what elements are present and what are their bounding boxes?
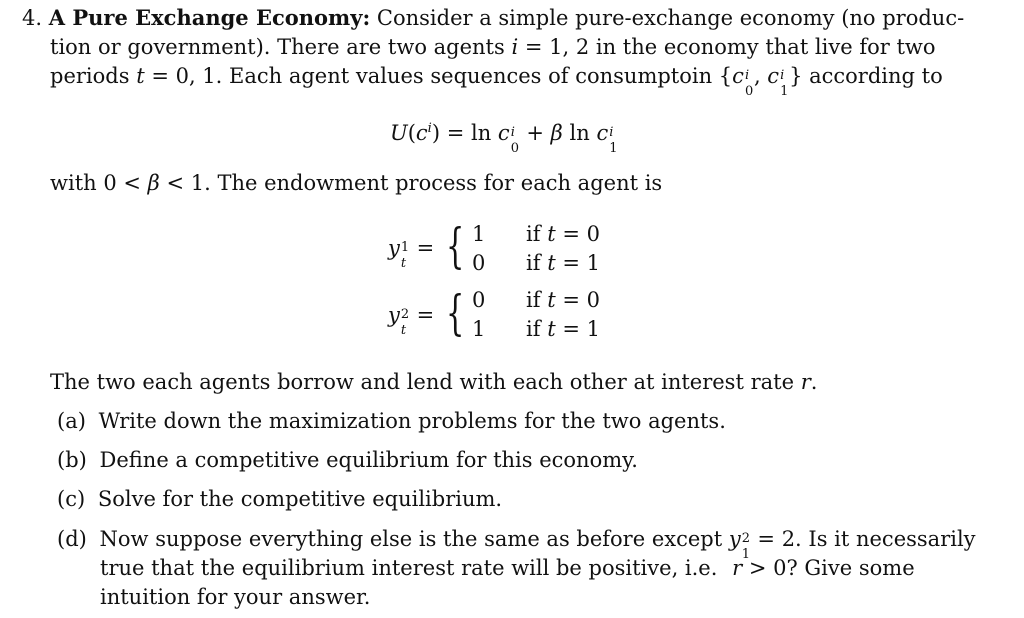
endowment-1-cond-top bbox=[526, 220, 600, 248]
endowment-1-cond-bottom bbox=[526, 249, 600, 277]
brace-1: { bbox=[446, 218, 465, 274]
cond-if: if bbox=[526, 251, 541, 275]
cond-t: t bbox=[547, 317, 556, 341]
part-d-text-1a: Now suppose everything else is the same as before except bbox=[99, 527, 723, 551]
y1-indices bbox=[400, 240, 410, 271]
sym-i-sup: i bbox=[609, 125, 614, 140]
cond-if: if bbox=[526, 222, 541, 246]
intro-text-3a: periods bbox=[50, 64, 130, 88]
cond-rest: = 1 bbox=[562, 317, 600, 341]
endowment-2-top-value: 0 bbox=[472, 288, 486, 312]
cond-if: if bbox=[526, 288, 541, 312]
cond-rest: = 1 bbox=[562, 251, 600, 275]
endowment-2-bottom-value: 1 bbox=[472, 317, 486, 341]
utility-beta: β bbox=[550, 121, 563, 145]
sym-1-sub: 1 bbox=[780, 84, 789, 99]
sym-2-sup: 2 bbox=[400, 307, 410, 322]
part-d-r: r bbox=[732, 556, 743, 580]
sym-c: c bbox=[497, 121, 510, 145]
brace-2: { bbox=[446, 285, 465, 341]
endowment-1-top-value: 1 bbox=[472, 222, 486, 246]
sym-2-sup: 2 bbox=[741, 531, 751, 546]
part-d-line-2 bbox=[100, 554, 915, 582]
c1-indices bbox=[608, 125, 618, 156]
endowment-1-bottom-value: 0 bbox=[472, 251, 486, 275]
with-text-c: < 1. The endowment process for each agent is bbox=[166, 171, 663, 195]
endowment-1-lhs bbox=[388, 234, 435, 271]
problem-line-1 bbox=[22, 4, 964, 32]
cond-if: if bbox=[526, 317, 541, 341]
sym-y: y bbox=[388, 236, 400, 260]
sym-1-sub: 1 bbox=[609, 141, 618, 156]
part-d-line-3 bbox=[100, 583, 370, 611]
sym-y: y bbox=[388, 303, 400, 327]
part-d-text-2c: > 0? Give some bbox=[748, 556, 915, 580]
part-d-label: (d) bbox=[57, 527, 87, 551]
utility-U: U bbox=[390, 121, 408, 145]
intro-text-2c: = 1, 2 in the economy that live for two bbox=[524, 35, 936, 59]
part-d-line-1 bbox=[57, 525, 976, 562]
part-d-text-2a: true that the equilibrium interest rate will be positive, i.e. bbox=[100, 556, 718, 580]
part-a-label: (a) bbox=[57, 409, 86, 433]
sym-c: c bbox=[596, 121, 609, 145]
agent-index-i: i bbox=[511, 35, 519, 59]
part-b bbox=[57, 446, 638, 474]
sym-c: c bbox=[732, 64, 744, 88]
sym-0-sub: 0 bbox=[510, 141, 519, 156]
utility-eq-ln: ) = ln bbox=[431, 121, 492, 145]
sym-y: y bbox=[728, 527, 741, 551]
endowment-2-cond-bottom bbox=[526, 315, 600, 343]
cond-rest: = 0 bbox=[562, 288, 600, 312]
utility-plus: + bbox=[526, 121, 544, 145]
sym-0-sub: 0 bbox=[744, 84, 754, 99]
problem-line-3 bbox=[50, 62, 943, 99]
endowment-2-lhs bbox=[388, 301, 435, 338]
part-d-text-1b: = 2. Is it necessarily bbox=[757, 527, 976, 551]
period-index-t: t bbox=[136, 64, 145, 88]
sym-i-sup: i bbox=[510, 125, 515, 140]
cond-rest: = 0 bbox=[562, 222, 600, 246]
sym-t-sub: t bbox=[400, 323, 407, 338]
problem-number: 4. bbox=[22, 6, 43, 30]
beta-constraint-line bbox=[50, 169, 662, 197]
c0-indices bbox=[744, 68, 754, 99]
intro-text-2a: tion or government). There are two agents bbox=[50, 35, 505, 59]
cond-t: t bbox=[547, 288, 556, 312]
sym-1-sub: 1 bbox=[741, 547, 751, 562]
c1-indices bbox=[779, 68, 789, 99]
y2-indices bbox=[400, 307, 410, 338]
part-a-text: Write down the maximization problems for the two agents. bbox=[98, 409, 726, 433]
part-c bbox=[57, 485, 502, 513]
c0-indices bbox=[510, 125, 520, 156]
interest-rate-line bbox=[50, 368, 817, 396]
sym-i-sup: i bbox=[744, 68, 750, 83]
part-c-text: Solve for the competitive equilibrium. bbox=[97, 487, 503, 511]
part-a bbox=[57, 407, 726, 435]
interest-rate-r: r bbox=[800, 370, 811, 394]
intro-text-3c: = 0, 1. Each agent values sequences of consumptoin { bbox=[151, 64, 733, 88]
beta-symbol: β bbox=[147, 171, 160, 195]
part-c-label: (c) bbox=[57, 487, 86, 511]
intro-text-1: Consider a simple pure-exchange economy (no produc- bbox=[376, 6, 965, 30]
intro-text-3d: } according to bbox=[789, 64, 943, 88]
sym-i-sup: i bbox=[427, 121, 432, 136]
y21-indices bbox=[741, 531, 751, 562]
with-text-a: with 0 < bbox=[50, 171, 141, 195]
utility-paren: ( bbox=[407, 121, 416, 145]
utility-equation bbox=[390, 115, 618, 156]
part-b-text: Define a competitive equilibrium for this economy. bbox=[99, 448, 638, 472]
sym-1-sup: 1 bbox=[400, 240, 410, 255]
cond-t: t bbox=[547, 251, 556, 275]
sym-i-sup: i bbox=[780, 68, 785, 83]
sym-comma: , bbox=[753, 64, 768, 88]
period-dot: . bbox=[810, 370, 818, 394]
utility-ln: ln bbox=[569, 121, 590, 145]
sym-c: c bbox=[767, 64, 780, 88]
sym-t-sub: t bbox=[400, 256, 407, 271]
cond-t: t bbox=[547, 222, 556, 246]
endowment-equals: = bbox=[416, 236, 435, 260]
problem-title: A Pure Exchange Economy: bbox=[48, 5, 371, 30]
interest-text: The two each agents borrow and lend with each other at interest rate bbox=[50, 370, 795, 394]
part-d-text-3: intuition for your answer. bbox=[100, 585, 371, 609]
endowment-2-cond-top bbox=[526, 286, 600, 314]
problem-line-2 bbox=[50, 33, 936, 61]
endowment-equals: = bbox=[416, 303, 435, 327]
part-b-label: (b) bbox=[57, 448, 87, 472]
sym-c: c bbox=[415, 121, 428, 145]
